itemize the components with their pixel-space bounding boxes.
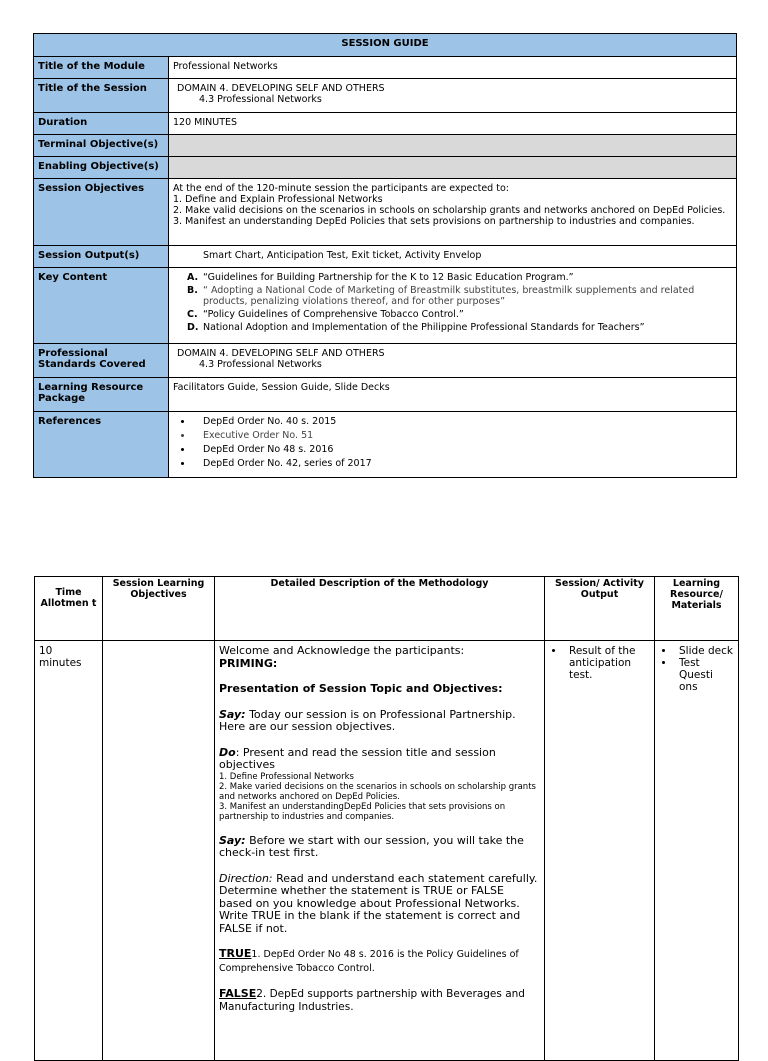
enabling-objective-value <box>169 157 737 179</box>
resource-package-label: Learning Resource Package <box>34 378 169 412</box>
standards-domain: DOMAIN 4. DEVELOPING SELF AND OTHERS <box>177 348 385 359</box>
answer-underline: FALSE <box>219 987 257 1000</box>
priming-heading: PRIMING: <box>219 656 278 670</box>
reference-item: • DepEd Order No. 42, series of 2017 <box>193 458 732 469</box>
activity-output-header: Session/ Activity Output <box>545 577 655 641</box>
references-value <box>169 412 737 478</box>
session-output-text: Smart Chart, Anticipation Test, Exit ticket, Activity Envelop <box>203 250 482 261</box>
do-paragraph <box>219 747 540 822</box>
module-title-label: Title of the Module <box>34 57 169 79</box>
resource-package-value: Facilitators Guide, Session Guide, Slide Decks <box>169 378 737 412</box>
terminal-objective-label: Terminal Objective(s) <box>34 135 169 157</box>
objective-item: 2. Make valid decisions on the scenarios in schools on scholarship grants and networks anchored on DepEd Policies. <box>173 205 726 216</box>
module-title-value: Professional Networks <box>169 57 737 79</box>
duration-value: 120 MINUTES <box>169 113 737 135</box>
presentation-heading: Presentation of Session Topic and Objectives: <box>219 682 503 695</box>
key-content-text: “Policy Guidelines of Comprehensive Tobacco Control.” <box>203 309 464 320</box>
answer-underline: TRUE <box>219 947 252 960</box>
direction-text: Read and understand each statement carefully. Determine whether the statement is TRUE or FALSE based on you knowledge about Professional Networks. Write TRUE in the blank if the statement is correct and FALSE if not. <box>219 871 538 935</box>
key-content-item <box>173 309 732 320</box>
session-objectives-label: Session Objectives <box>34 179 169 246</box>
test-question <box>219 988 540 1013</box>
question-text: 1. DepEd Order No 48 s. 2016 is the Policy Guidelines of Comprehensive Tobacco Control. <box>219 949 519 974</box>
resource-materials-cell <box>655 641 739 1061</box>
session-output-value <box>169 246 737 268</box>
key-content-letter: D. <box>187 322 199 333</box>
test-question <box>219 948 540 975</box>
key-content-letter: C. <box>187 309 198 320</box>
key-content-letter: A. <box>187 272 199 283</box>
objectives-intro: At the end of the 120-minute session the participants are expected to: <box>173 183 509 194</box>
session-objectives-value <box>169 179 737 246</box>
references-label: References <box>34 412 169 478</box>
objective-item: 3. Manifest an understanding DepEd Policies that sets provisions on partnership to industries and companies. <box>173 216 695 227</box>
do-objective-item: 2. Make varied decisions on the scenarios in schools on scholarship grants and networks anchored on DepEd Policies. <box>219 781 536 802</box>
activity-output-cell <box>545 641 655 1061</box>
do-objective-item: 3. Manifest an understandingDepEd Policies that sets provisions on partnership to industries and companies. <box>219 801 506 822</box>
session-guide-table <box>33 33 737 478</box>
key-content-text: “ Adopting a National Code of Marketing of Breastmilk substitutes, breastmilk supplements and related products, penalizing violations thereof, and for other purposes” <box>203 285 695 307</box>
resource-materials-header: Learning Resource/ Materials <box>655 577 739 641</box>
key-content-item <box>173 272 732 283</box>
reference-item: • DepEd Order No. 40 s. 2015 <box>193 416 732 427</box>
learning-objectives-header: Session Learning Objectives <box>103 577 215 641</box>
enabling-objective-label: Enabling Objective(s) <box>34 157 169 179</box>
time-allotment-header: Time Allotmen t <box>35 577 103 641</box>
say-text: Today our session is on Professional Partnership. Here are our session objectives. <box>219 707 516 733</box>
methodology-description-cell <box>215 641 545 1061</box>
methodology-description-header: Detailed Description of the Methodology <box>215 577 545 641</box>
say-paragraph <box>219 709 540 734</box>
standards-covered-value <box>169 344 737 378</box>
key-content-value <box>169 268 737 344</box>
key-content-text: National Adoption and Implementation of the Philippine Professional Standards for Teachers” <box>203 322 645 333</box>
say-paragraph <box>219 835 540 860</box>
standards-covered-label: Professional Standards Covered <box>34 344 169 378</box>
key-content-item <box>173 285 732 307</box>
resource-materials-list <box>659 645 734 693</box>
resource-item: • Slide deck <box>675 645 734 657</box>
direction-paragraph <box>219 873 540 936</box>
reference-item: • DepEd Order No 48 s. 2016 <box>193 444 732 455</box>
key-content-text: “Guidelines for Building Partnership for the K to 12 Basic Education Program.” <box>203 272 574 283</box>
do-objective-item: 1. Define Professional Networks <box>219 771 354 782</box>
session-title-label: Title of the Session <box>34 79 169 113</box>
standards-strand: 4.3 Professional Networks <box>199 359 322 370</box>
terminal-objective-value <box>169 135 737 157</box>
learning-objectives-cell <box>103 641 215 1061</box>
methodology-table <box>34 576 739 1061</box>
session-title-strand: 4.3 Professional Networks <box>199 94 322 105</box>
session-title-value <box>169 79 737 113</box>
activity-output-list <box>549 645 650 681</box>
do-label: Do <box>219 745 236 759</box>
activity-output-item: • Result of the anticipation test. <box>565 645 650 681</box>
key-content-label: Key Content <box>34 268 169 344</box>
direction-label: Direction: <box>219 871 273 885</box>
say-text: Before we start with our session, you will take the check-in test first. <box>219 833 524 859</box>
duration-label: Duration <box>34 113 169 135</box>
session-output-label: Session Output(s) <box>34 246 169 268</box>
say-label: Say: <box>219 707 246 721</box>
session-guide-header: SESSION GUIDE <box>34 34 737 57</box>
say-label: Say: <box>219 833 246 847</box>
do-text: : Present and read the session title and session objectives <box>219 745 496 771</box>
key-content-item <box>173 322 732 333</box>
question-text: 2. DepEd supports partnership with Beverages and Manufacturing Industries. <box>219 988 525 1013</box>
references-list <box>173 416 732 469</box>
time-allotment-cell: 10 minutes <box>35 641 103 1061</box>
resource-item: • Test Questi ons <box>675 657 734 693</box>
reference-item: • Executive Order No. 51 <box>193 430 732 441</box>
key-content-letter: B. <box>187 285 198 296</box>
session-title-domain: DOMAIN 4. DEVELOPING SELF AND OTHERS <box>177 83 385 94</box>
objective-item: 1. Define and Explain Professional Networks <box>173 194 383 205</box>
welcome-text: Welcome and Acknowledge the participants: <box>219 644 465 657</box>
